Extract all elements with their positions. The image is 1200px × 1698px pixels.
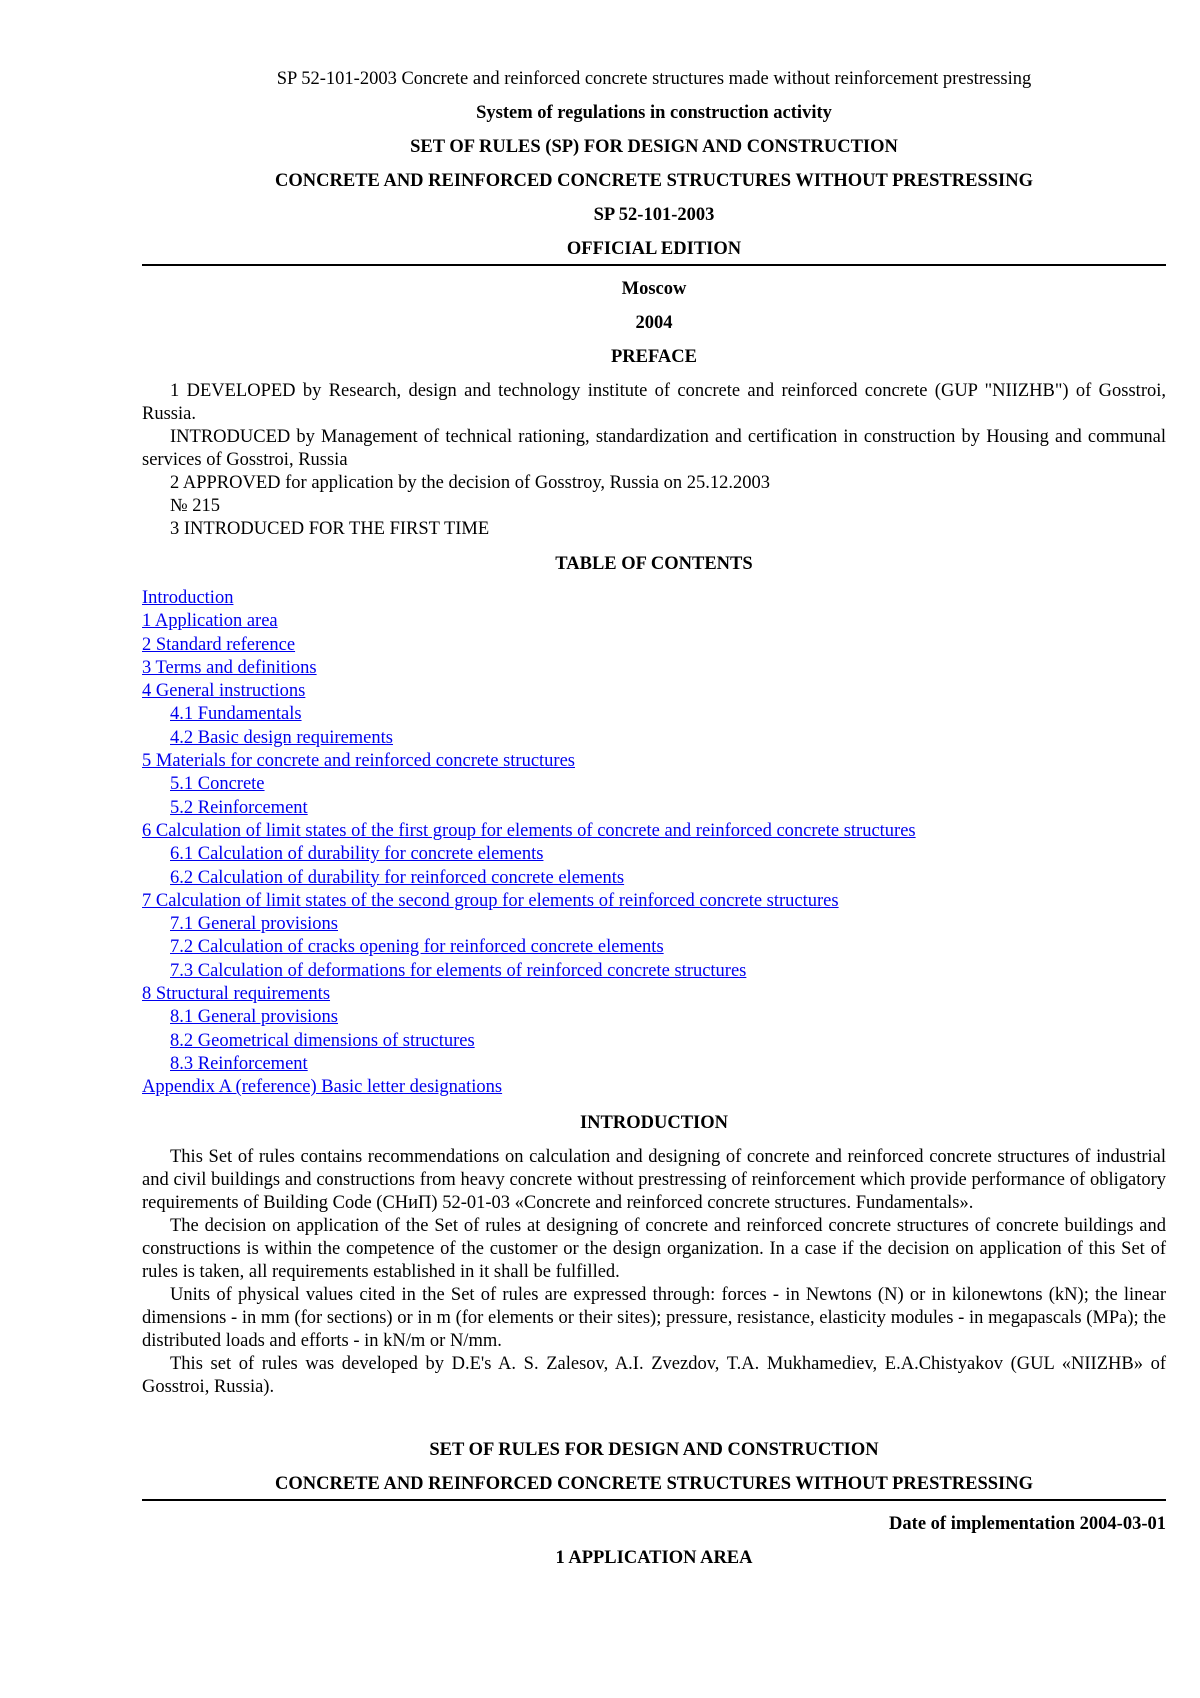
preface-paragraph: № 215 [170,496,221,516]
document-body [142,68,1166,1581]
preface-paragraph: 1 DEVELOPED by Research, design and technology institute of concrete and reinforced concrete (GUP "NIIZHB") of Gosstroi, Russia. [142,381,1166,424]
toc-link-fundamentals[interactable]: 4.1 Fundamentals [170,704,302,725]
divider [142,1499,1166,1501]
introduction-paragraph: This set of rules was developed by D.E's A. S. Zalesov, A.I. Zvezdov, T.A. Mukhamediev, E.A.Chistyakov (GUL «NIIZHB» of Gosstroi, Russia). [142,1353,1166,1397]
toc-link-second-group-limit-states[interactable]: 7 Calculation of limit states of the second group for elements of reinforced concrete structures [142,890,839,911]
toc-link-cracks-opening[interactable]: 7.2 Calculation of cracks opening for reinforced concrete elements [170,937,664,958]
preface-paragraph: 3 INTRODUCED FOR THE FIRST TIME [170,519,490,539]
rules-set-title: SET OF RULES FOR DESIGN AND CONSTRUCTION [429,1439,879,1460]
system-title: System of regulations in construction activity [476,103,832,123]
preface-heading: PREFACE [611,347,697,367]
toc-link-reinforcement-8[interactable]: 8.3 Reinforcement [170,1053,308,1074]
toc-link-reinforcement[interactable]: 5.2 Reinforcement [170,797,308,818]
toc-link-introduction[interactable]: Introduction [142,588,234,608]
toc-link-structural-requirements[interactable]: 8 Structural requirements [142,984,331,1005]
edition-label: OFFICIAL EDITION [566,239,742,259]
preface-section [142,380,1166,541]
introduction-paragraph: This Set of rules contains recommendations on calculation and designing of concrete and reinforced concrete structures of industrial and civil buildings and constructions from heavy concrete without prestressing of reinforcement which provide performance of obligatory requirements of Building Code (СНиП) 52-01-03 «Concrete and reinforced concrete structures. Fundamentals». [142,1146,1166,1213]
toc-heading: TABLE OF CONTENTS [555,554,753,574]
toc-link-materials[interactable]: 5 Materials for concrete and reinforced concrete structures [142,751,575,772]
toc-link-terms-definitions[interactable]: 3 Terms and definitions [142,657,317,678]
toc-link-appendix-a[interactable]: Appendix A (reference) Basic letter designations [142,1077,503,1098]
toc-link-first-group-limit-states[interactable]: 6 Calculation of limit states of the first group for elements of concrete and reinforced concrete structures [142,820,916,841]
toc-link-geometrical-dimensions[interactable]: 8.2 Geometrical dimensions of structures [170,1030,475,1051]
document-code: SP 52-101-2003 [593,205,715,225]
toc-link-deformations[interactable]: 7.3 Calculation of deformations for elements of reinforced concrete structures [170,960,747,981]
toc-link-general-provisions-8[interactable]: 8.1 General provisions [170,1007,339,1028]
preface-paragraph: 2 APPROVED for application by the decision of Gosstroy, Russia on 25.12.2003 [170,473,771,493]
set-title: SET OF RULES (SP) FOR DESIGN AND CONSTRUCTION [410,137,898,157]
running-title: SP 52-101-2003 Concrete and reinforced concrete structures made without reinforcement prestressing [276,69,1032,89]
toc-link-basic-design-requirements[interactable]: 4.2 Basic design requirements [170,727,393,748]
introduction-heading: INTRODUCTION [579,1112,729,1133]
toc-link-general-instructions[interactable]: 4 General instructions [142,681,306,702]
toc-link-application-area[interactable]: 1 Application area [142,611,278,632]
introduction-paragraph: The decision on application of the Set of rules at designing of concrete and reinforced concrete structures of concrete buildings and constructions is within the competence of the customer or the design organization. In a case if the decision on application of this Set of rules is taken, all requirements established in it shall be fulfilled. [142,1215,1166,1282]
table-of-contents [142,587,1166,1100]
year: 2004 [635,313,673,333]
main-title: CONCRETE AND REINFORCED CONCRETE STRUCTURES WITHOUT PRESTRESSING [275,171,1033,191]
introduction-section [142,1146,1166,1399]
city: Moscow [621,279,687,299]
toc-link-durability-reinforced[interactable]: 6.2 Calculation of durability for reinforced concrete elements [170,867,625,888]
section-heading-application-area: 1 APPLICATION AREA [555,1547,753,1568]
introduction-paragraph: Units of physical values cited in the Set of rules are expressed through: forces - in Newtons (N) or in kilonewtons (kN); the linear dimensions - in mm (for sections) or in m (for elements or their sites); pressure, resistance, elasticity modules - in megapascals (MPa); the distributed loads and efforts - in kN/m or N/mm. [142,1284,1166,1351]
toc-link-concrete[interactable]: 5.1 Concrete [170,774,265,795]
preface-paragraph: INTRODUCED by Management of technical rationing, standardization and certification in construction by Housing and communal services of Gosstroi, Russia [142,427,1166,470]
toc-link-standard-reference[interactable]: 2 Standard reference [142,634,296,655]
implementation-date: Date of implementation 2004-03-01 [889,1513,1166,1534]
toc-link-general-provisions-7[interactable]: 7.1 General provisions [170,914,339,935]
divider [142,264,1166,266]
rules-main-title: CONCRETE AND REINFORCED CONCRETE STRUCTURES WITHOUT PRESTRESSING [275,1473,1033,1494]
toc-link-durability-concrete[interactable]: 6.1 Calculation of durability for concrete elements [170,844,544,865]
